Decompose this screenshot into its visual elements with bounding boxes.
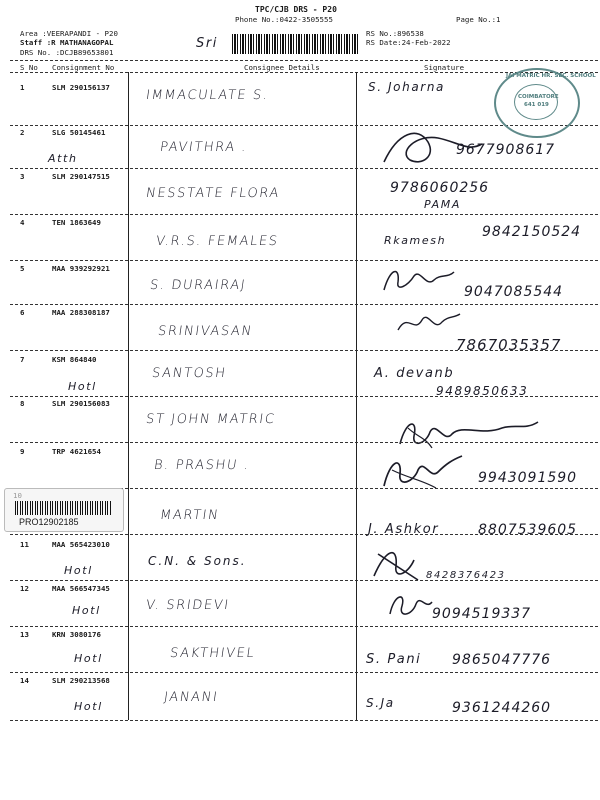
sticker-label: PRO12902185 — [19, 517, 79, 527]
row-consignment: MAA 288308187 — [52, 308, 110, 317]
row-signature: S. Joharna — [368, 80, 445, 94]
row-consignment: TEN 1863649 — [52, 218, 101, 227]
page-title: TPC/CJB DRS - P20 — [255, 5, 337, 14]
signature-scribble — [394, 308, 464, 338]
row-phone: 9361244260 — [452, 700, 552, 716]
row-phone: 9842150524 — [482, 224, 582, 240]
header-initials: Sri — [196, 36, 219, 51]
row-consignee: V.R.S. FEMALES — [154, 234, 280, 249]
row-consignee: NESSTATE FLORA — [144, 186, 281, 201]
signature-scribble — [368, 540, 428, 584]
row-sno: 8 — [20, 399, 25, 408]
row-phone: 9865047776 — [452, 652, 552, 668]
row-consignee: PAVITHRA . — [158, 140, 249, 155]
signature-scribble — [384, 588, 434, 622]
row-consignment: KSM 864840 — [52, 355, 97, 364]
column-header-sno: S No — [20, 63, 38, 72]
row-sno: 12 — [20, 584, 29, 593]
row-sno: 1 — [20, 83, 25, 92]
row-signature: A. devanb — [374, 366, 455, 381]
staff-label: Staff :R MATHANAGOPAL — [20, 38, 114, 47]
row-phone: 9786060256 — [390, 180, 490, 196]
drs-number: DRS No. :DCJB89653801 — [20, 48, 114, 57]
row-signature: Rkamesh — [384, 234, 447, 247]
row-consignee: B. PRASHU . — [152, 458, 251, 473]
row-phone: 9943091590 — [478, 470, 578, 486]
row-consignment: SLM 290156137 — [52, 83, 110, 92]
area-label: Area :VEERAPANDI - P20 — [20, 29, 118, 38]
row-consignee: ST JOHN MATRIC — [144, 412, 277, 427]
row-sno: 6 — [20, 308, 25, 317]
row-divider — [10, 214, 598, 215]
row-consignment: MAA 566547345 — [52, 584, 110, 593]
row-consignee: C.N. & Sons. — [148, 554, 247, 568]
row-divider — [10, 580, 598, 581]
rs-number: RS No.:896538 — [366, 29, 424, 38]
sticker-barcode — [15, 501, 111, 515]
row-sno: 7 — [20, 355, 25, 364]
signature-scribble — [392, 414, 542, 454]
consignment-sticker — [4, 488, 124, 532]
row-consignment: MAA 939292921 — [52, 264, 110, 273]
row-consignment: MAA 565423010 — [52, 540, 110, 549]
row-consignment: SLM 290147515 — [52, 172, 110, 181]
row-consignee: SANTOSH — [150, 366, 228, 381]
row-sno: 5 — [20, 264, 25, 273]
row-phone: 9489850633 — [436, 384, 529, 398]
row-sno: 14 — [20, 676, 29, 685]
row-consignment: KRN 3080176 — [52, 630, 101, 639]
row-consignment: TRP 4621654 — [52, 447, 101, 456]
row-phone: 9094519337 — [432, 606, 532, 622]
page-number: Page No.:1 — [456, 15, 501, 24]
row-consignee: SAKTHIVEL — [168, 646, 257, 661]
row-phone: 7867035357 — [456, 336, 562, 354]
row-sno: 2 — [20, 128, 25, 137]
row-divider — [10, 720, 598, 721]
row-consignee: S. DURAIRAJ — [148, 278, 248, 293]
row-divider — [10, 442, 598, 443]
row-consignee: V. SRIDEVI — [144, 598, 231, 613]
row-note: Hotl — [68, 380, 97, 393]
row-note: Hotl — [74, 652, 103, 665]
row-divider — [10, 672, 598, 673]
header-divider-top — [10, 60, 598, 61]
stamp-text: JAI MATRIC HR. SEC. SCHOOL — [506, 73, 596, 79]
row-divider — [10, 304, 598, 305]
row-note: Atth — [48, 152, 78, 165]
row-signature: S.Ja — [366, 696, 395, 710]
row-signature: S. Pani — [366, 652, 422, 667]
row-consignment: SLM 290156083 — [52, 399, 110, 408]
rs-date: RS Date:24-Feb-2022 — [366, 38, 451, 47]
row-consignment: SLM 290213568 — [52, 676, 110, 685]
row-consignee: SRINIVASAN — [156, 324, 254, 339]
row-consignee: MARTIN — [158, 508, 221, 523]
row-note: Hotl — [64, 564, 93, 577]
column-header-consignee: Consignee Details — [244, 63, 320, 72]
row-signature: PAMA — [424, 198, 462, 211]
row-signature: J. Ashkor — [368, 522, 440, 537]
row-divider — [10, 350, 598, 351]
row-phone: 9047085544 — [464, 284, 564, 300]
school-stamp — [494, 68, 596, 138]
row-consignment: SLG 50145461 — [52, 128, 106, 137]
row-sno: 11 — [20, 540, 29, 549]
barcode — [232, 34, 360, 54]
row-divider — [10, 534, 598, 535]
row-sno: 10 — [13, 491, 22, 500]
stamp-pin: 641 019 — [524, 102, 549, 108]
row-divider — [10, 260, 598, 261]
row-phone: 8807539605 — [478, 522, 578, 538]
row-sno: 9 — [20, 447, 25, 456]
row-sno: 4 — [20, 218, 25, 227]
row-divider — [10, 168, 598, 169]
row-divider — [10, 626, 598, 627]
row-sno: 3 — [20, 172, 25, 181]
row-phone: 8428376423 — [426, 570, 506, 581]
row-consignee: IMMACULATE S. — [144, 88, 270, 103]
row-consignee: JANANI — [162, 690, 220, 705]
stamp-city: COIMBATORE — [518, 94, 559, 100]
signature-scribble — [378, 262, 458, 296]
row-sno: 13 — [20, 630, 29, 639]
row-phone: 9677908617 — [456, 142, 556, 158]
phone-number: Phone No.:0422-3505555 — [235, 15, 333, 24]
column-header-signature: Signature — [424, 63, 465, 72]
row-note: Hotl — [74, 700, 103, 713]
row-note: Hotl — [72, 604, 101, 617]
column-header-consignment: Consignment No — [52, 63, 115, 72]
